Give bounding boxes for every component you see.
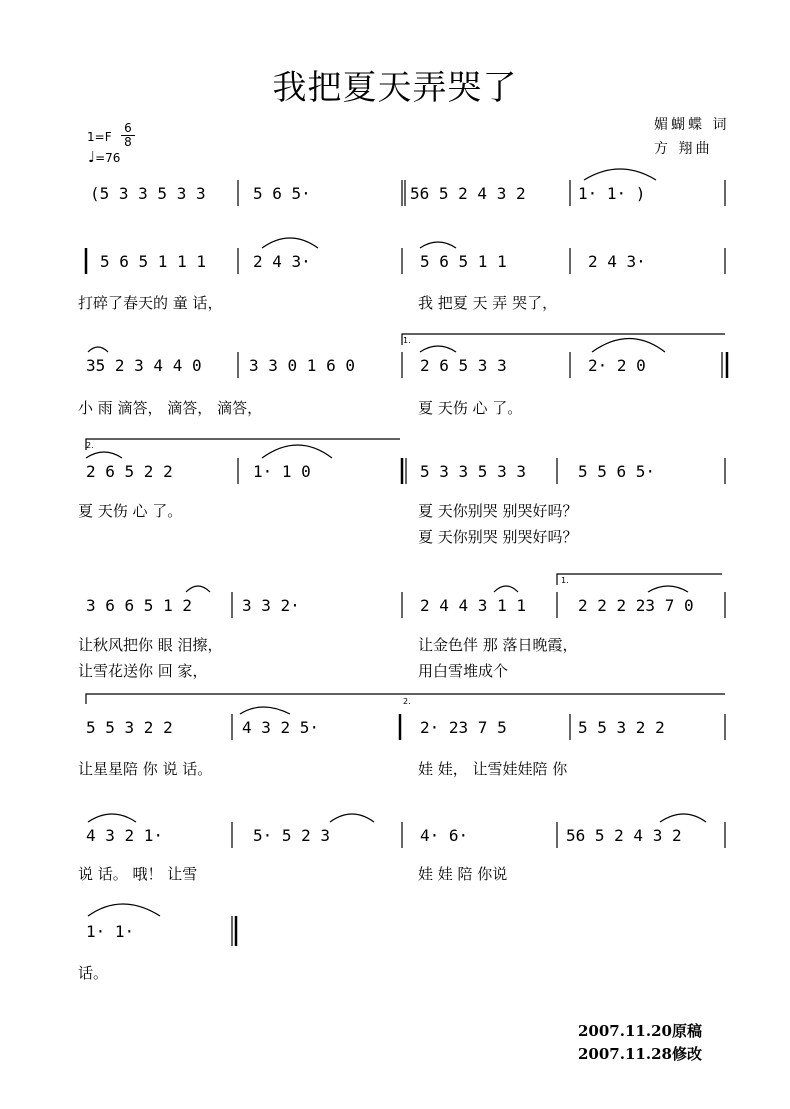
note-group: 5 5 3 2 2 — [86, 718, 173, 737]
slur — [88, 904, 160, 916]
lyric-line: 娃 娃 陪 你说 — [418, 865, 508, 883]
lyricist-credit: 媚蝴蝶 词 — [654, 117, 730, 133]
volta-bracket — [86, 439, 400, 450]
lyric-line: 小 雨 滴答， 滴答， 滴答， — [78, 399, 263, 417]
volta-bracket — [402, 334, 725, 345]
lyric-line: 说 话。 哦！ 让雪 — [78, 865, 198, 883]
note-group: 2 4 3· — [253, 252, 311, 271]
note-group: 2 6 5 3 3 — [420, 356, 507, 375]
lyric-line: 让秋风把你 眼 泪擦， — [78, 636, 223, 654]
note-group: 5 5 3 2 2 — [578, 718, 665, 737]
volta-bracket — [557, 574, 722, 585]
note-group: 4 3 2 1· — [86, 826, 164, 845]
note-group: 2· 23 7 5 — [420, 718, 507, 737]
slur — [262, 445, 332, 458]
volta-first-ending: 1. — [561, 576, 569, 585]
volta-second-ending: 2. — [403, 697, 411, 706]
note-group: 2 6 5 2 2 — [86, 462, 173, 481]
time-signature-numerator: 6 — [121, 122, 135, 136]
note-group: 5 6 5 1 1 1 — [100, 252, 206, 271]
slur — [240, 707, 290, 714]
original-date: 2007.11.20原稿 — [578, 1022, 702, 1040]
lyric-line: 娃 娃， 让雪娃娃陪 你 — [418, 760, 568, 778]
slur — [420, 346, 456, 352]
slur — [262, 238, 318, 248]
note-group: 3 3 2· — [242, 596, 300, 615]
note-group: 56 5 2 4 3 2 — [566, 826, 682, 845]
slur — [420, 242, 456, 248]
note-group: 1· 1· — [86, 922, 135, 941]
note-group: (5 3 3 5 3 3 — [90, 184, 206, 203]
slur — [88, 814, 136, 822]
slur — [330, 814, 374, 822]
lyric-line: 我 把夏 天 弄 哭了， — [418, 294, 558, 312]
time-signature-denominator: 8 — [124, 135, 132, 149]
lyric-line: 让雪花送你 回 家， — [78, 662, 208, 680]
slur — [584, 169, 656, 180]
song-title: 我把夏天弄哭了 — [272, 68, 518, 108]
note-group: 2 4 4 3 1 1 — [420, 596, 526, 615]
note-group: 5 6 5· — [253, 184, 311, 203]
note-group: 1· 1· ) — [578, 184, 646, 203]
note-group: 5 6 5 1 1 — [420, 252, 507, 271]
lyric-line: 话。 — [78, 964, 109, 982]
revision-date: 2007.11.28修改 — [578, 1045, 702, 1063]
volta-first-ending: 1. — [403, 336, 411, 345]
note-group: 56 5 2 4 3 2 — [410, 184, 526, 203]
note-group: 4 3 2 5· — [242, 718, 320, 737]
lyric-line: 夏 天伤 心 了。 — [418, 399, 523, 417]
note-group: 3 3 0 1 6 0 — [249, 356, 355, 375]
note-group: 2 4 3· — [588, 252, 646, 271]
lyric-line: 让星星陪 你 说 话。 — [78, 760, 213, 778]
slur — [648, 586, 688, 592]
note-group: 3 6 6 5 1 2 — [86, 596, 192, 615]
key-signature: 1=F — [87, 130, 112, 144]
slur — [186, 586, 210, 592]
note-group: 1· 1 0 — [253, 462, 311, 481]
lyric-line: 打碎了春天的 童 话， — [78, 294, 223, 312]
lyric-line: 夏 天你别哭 别哭好吗？ — [418, 502, 578, 520]
volta-second-ending: 2. — [86, 441, 94, 450]
note-group: 4· 6· — [420, 826, 469, 845]
note-group: 5· 5 2 3 — [253, 826, 331, 845]
slur — [86, 452, 122, 458]
note-group: 2· 2 0 — [588, 356, 646, 375]
composer-credit: 方 翔曲 — [654, 141, 713, 157]
note-group: 5 5 6 5· — [578, 462, 656, 481]
lyric-line: 夏 天你别哭 别哭好吗？ — [418, 528, 578, 546]
lyric-line: 用白雪堆成个 — [418, 662, 509, 680]
quarter-note-icon: ♩ — [88, 148, 96, 166]
tempo-value: =76 — [95, 151, 121, 165]
volta-bracket — [86, 694, 725, 704]
lyric-line: 让金色伴 那 落日晚霞， — [418, 636, 578, 654]
note-group: 5 3 3 5 3 3 — [420, 462, 526, 481]
note-group: 2 2 2 23 7 0 — [578, 596, 694, 615]
slur — [660, 814, 706, 822]
slur — [88, 347, 108, 352]
slur — [592, 339, 665, 353]
note-group: 35 2 3 4 4 0 — [86, 356, 202, 375]
slur — [494, 586, 518, 592]
lyric-line: 夏 天伤 心 了。 — [78, 502, 183, 520]
